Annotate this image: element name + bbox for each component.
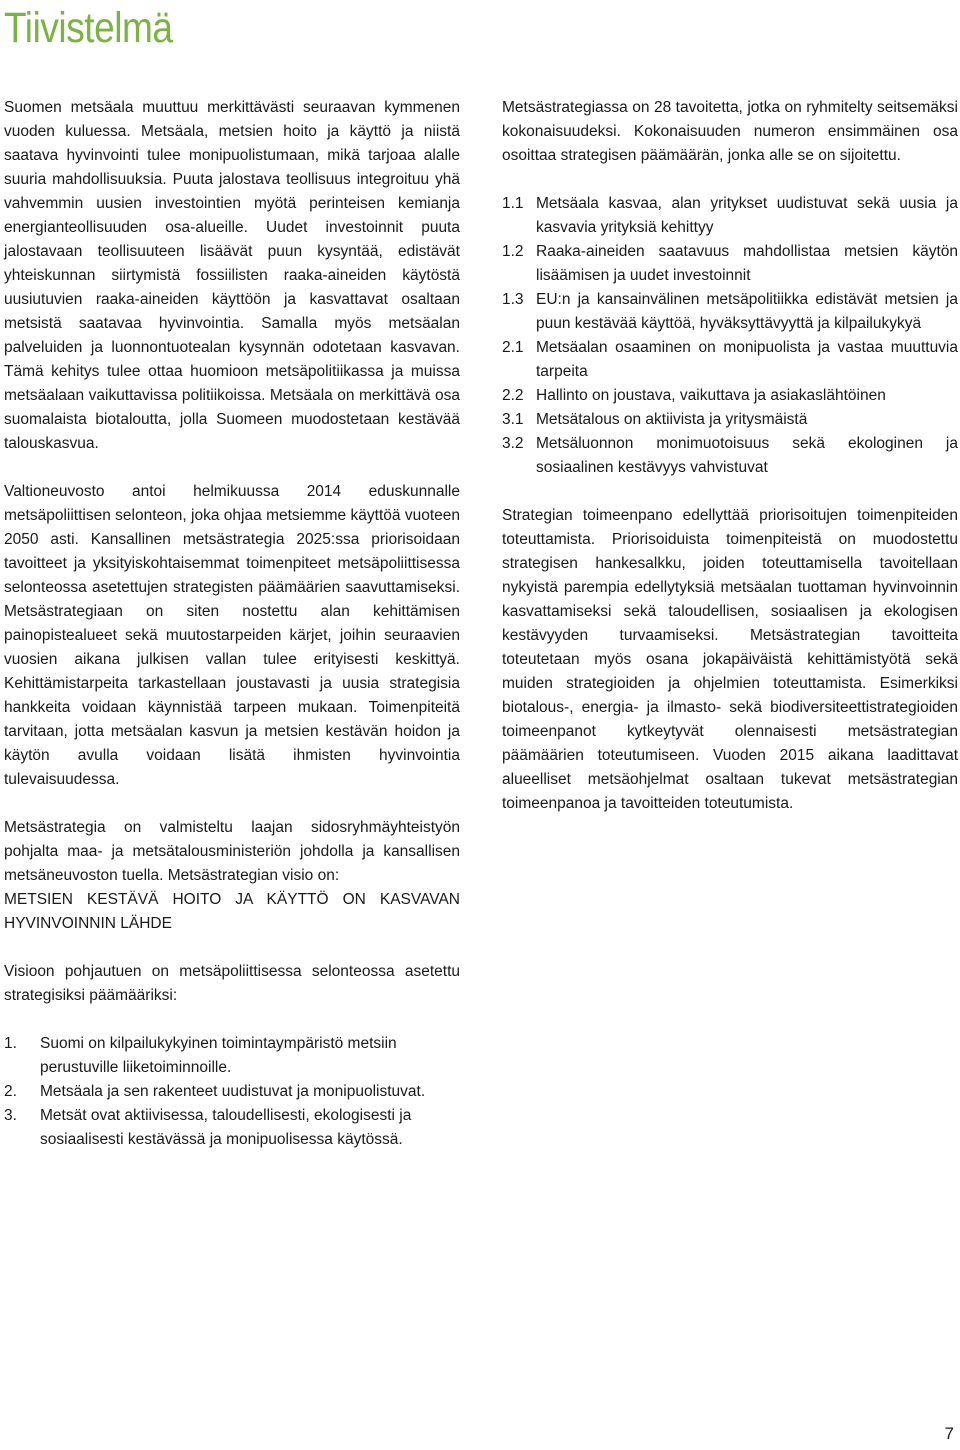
target-text: Hallinto on joustava, vaikuttava ja asiakaslähtöinen [536,387,886,404]
goal-text: Metsäala ja sen rakenteet uudistuvat ja monipuolistuvat. [40,1083,426,1100]
page-number: 7 [944,1424,954,1443]
list-item [502,432,958,480]
list-item [502,288,958,336]
target-text: EU:n ja kansainvälinen metsäpolitiikka edistävät metsien ja puun kestävää käyttöä, hyväksyttävyyttä ja kilpailukykyä [536,291,958,332]
right-column [502,96,958,816]
list-item [502,336,958,384]
goal-number: 2. [4,1083,17,1100]
target-text: Metsäalan osaaminen on monipuolista ja vastaa muuttuvia tarpeita [536,339,958,380]
vision-paragraph [4,816,460,936]
list-item [502,240,958,288]
list-item [4,1032,460,1080]
target-number: 3.2 [502,435,524,452]
goal-number: 1. [4,1035,17,1052]
selonteko-paragraph: Valtioneuvosto antoi helmikuussa 2014 eduskunnalle metsäpoliittisen selonteon, joka ohjaa metsiemme käyttöä vuoteen 2050 asti. Kansallinen metsästrategia 2025:ssa priorisoidaan tavoitteet ja yksityiskohtaisemmat toimenpiteet metsäpoliittisessa selonteossa asetettujen strategisten päämäärien saavuttamiseksi. Metsästrategiaan on siten nostettu alan kehittämisen painopistealueet sekä muutostarpeiden kärjet, joihin seuraavien vuosien aikana julkisen vallan tulee erityisesti keskittyä. Kehittämistarpeita tarkastellaan joustavasti ja uusia strategisia hankkeita voidaan käynnistää tarpeen mukaan. Toimenpiteitä tarvitaan, jotta metsäalan kasvun ja metsien kestävän hoidon ja käytön avulla voidaan lisätä ihmisten hyvinvointia tulevaisuudessa. [4,483,460,788]
targets-intro-paragraph: Metsästrategiassa on 28 tavoitetta, jotka on ryhmitelty seitsemäksi kokonaisuudeksi. Kokonaisuuden numeron ensimmäinen osa osoittaa strategisen päämäärän, jonka alle se on sijoitettu. [502,99,958,164]
target-text: Metsäala kasvaa, alan yritykset uudistuvat sekä uusia ja kasvavia yrityksiä kehittyy [536,195,958,236]
list-item [4,1080,460,1104]
target-number: 3.1 [502,411,524,428]
goal-number: 3. [4,1107,17,1124]
goal-text: Metsät ovat aktiivisessa, taloudellisesti, ekologisesti ja sosiaalisesti kestävässä ja monipuolisessa käytössä. [40,1107,412,1148]
target-number: 1.3 [502,291,524,308]
implementation-paragraph: Strategian toimeenpano edellyttää priorisoitujen toimenpiteiden toteuttamista. Priorisoiduista toimenpiteistä on muodostettu strategisen hankesalkku, joiden toteuttamisella tavoitellaan nykyistä parempia edellytyksiä metsäalan tuottaman hyvinvoinnin kasvattamiseksi sekä taloudellisen, sosiaalisen ja ekologisen kestävyyden turvaamiseksi. Metsästrategian tavoitteita toteutetaan myös osana jokapäiväistä kehittämistyötä sekä muiden strategioiden ja ohjelmien toteuttamista. Esimerkiksi biotalous-, energia- ja ilmasto- sekä biodiversiteettistrategioiden toimeenpanot kytkeytyvät olennaisesti metsästrategian päämäärien toteutumiseen. Vuoden 2015 aikana laadittavat alueelliset metsäohjelmat osaltaan tukevat metsästrategian toimeenpanoa ja tavoitteiden toteutumista. [502,507,958,812]
list-item [502,408,958,432]
goal-text: Suomi on kilpailukykyinen toimintaympäristö metsiin perustuville liiketoiminnoille. [40,1035,397,1076]
target-number: 1.2 [502,243,524,260]
list-item [4,1104,460,1152]
target-number: 1.1 [502,195,524,212]
vision-statement: METSIEN KESTÄVÄ HOITO JA KÄYTTÖ ON KASVAVAN HYVINVOINNIN LÄHDE [4,891,460,932]
target-text: Raaka-aineiden saatavuus mahdollistaa metsien käytön lisäämisen ja uudet investoinnit [536,243,958,284]
list-item [502,192,958,240]
target-number: 2.2 [502,387,524,404]
strategic-goals-list [4,1032,460,1152]
target-text: Metsäluonnon monimuotoisuus sekä ekologinen ja sosiaalinen kestävyys vahvistuvat [536,435,958,476]
intro-paragraph: Suomen metsäala muuttuu merkittävästi seuraavan kymmenen vuoden kuluessa. Metsäala, metsien hoito ja käyttö ja niistä saatava hyvinvointi tulee monipuolistumaan, mikä tarjoaa alalle suuria mahdollisuuksia. Puuta jalostava teollisuus integroituu yhä vahvemmin uusien investointien myötä perinteisen kemianja energianteollisuuden osa-alueille. Uudet investoinnit puuta jalostavaan teollisuuteen lisäävät puun kysyntää, edistävät yhteiskunnan siirtymistä fossiilisten raaka-aineiden käytöstä uusiutuvien raaka-aineiden käyttöön ja kasvattavat osaltaan metsistä saatavaa hyvinvointia. Samalla myös metsäalan palveluiden ja luonnontuotealan kysynnän odotetaan kasvavan. Tämä kehitys tulee ottaa huomioon metsäpolitiikassa ja muissa metsäalaan vaikuttavissa politiikoissa. Metsäala on merkittävä osa suomalaista biotaloutta, jolla Suomeen muodostetaan kestävää talouskasvua. [4,99,460,452]
goals-intro-paragraph: Visioon pohjautuen on metsäpoliittisessa selonteossa asetettu strategisiksi päämääriksi: [4,963,460,1004]
list-item [502,384,958,408]
vision-intro-text: Metsästrategia on valmisteltu laajan sidosryhmäyhteistyön pohjalta maa- ja metsätalousministeriön johdolla ja kansallisen metsäneuvoston tuella. Metsästrategian visio on: [4,819,460,884]
target-text: Metsätalous on aktiivista ja yritysmäistä [536,411,808,428]
page-title: Tiivistelmä [4,4,173,52]
target-number: 2.1 [502,339,524,356]
targets-list [502,192,958,480]
left-column [4,96,460,1152]
